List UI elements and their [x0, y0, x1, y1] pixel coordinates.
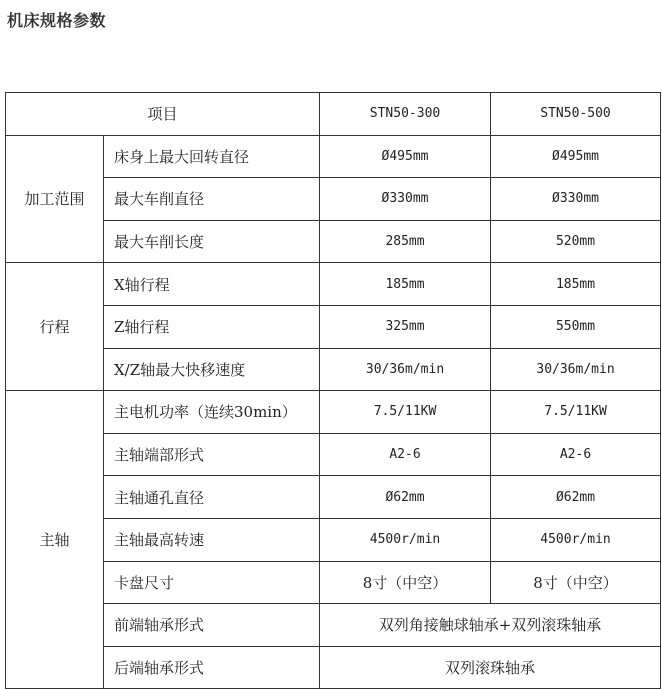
value-a: 8寸（中空）: [320, 561, 491, 604]
merged-value: 双列角接触球轴承+双列滚珠轴承: [320, 604, 661, 647]
value-b: Ø330mm: [491, 178, 661, 221]
category-cell: 加工范围: [6, 135, 104, 263]
value-a: Ø330mm: [320, 178, 491, 221]
table-row: [6, 476, 661, 519]
row-label: 床身上最大回转直径: [104, 135, 320, 178]
row-label: 主轴端部形式: [104, 433, 320, 476]
value-b: 4500r/min: [491, 518, 661, 561]
table-row: [6, 604, 661, 647]
value-a: 30/36m/min: [320, 348, 491, 391]
table-row: [6, 646, 661, 689]
table-header-row: [6, 93, 661, 136]
header-model-a: STN50-300: [320, 93, 491, 136]
header-model-b: STN50-500: [491, 93, 661, 136]
row-label: 主轴通孔直径: [104, 476, 320, 519]
value-a: 7.5/11KW: [320, 391, 491, 434]
table-row: [6, 348, 661, 391]
table-row: [6, 263, 661, 306]
row-label: X/Z轴最大快移速度: [104, 348, 320, 391]
category-cell: 行程: [6, 263, 104, 391]
row-label: 最大车削直径: [104, 178, 320, 221]
row-label: 后端轴承形式: [104, 646, 320, 689]
value-a: 325mm: [320, 305, 491, 348]
spec-table: [5, 92, 661, 689]
row-label: 最大车削长度: [104, 220, 320, 263]
table-row: [6, 391, 661, 434]
value-b: Ø62mm: [491, 476, 661, 519]
table-row: [6, 135, 661, 178]
value-b: 8寸（中空）: [491, 561, 661, 604]
value-a: A2-6: [320, 433, 491, 476]
table-row: [6, 561, 661, 604]
table-row: [6, 178, 661, 221]
row-label: Z轴行程: [104, 305, 320, 348]
value-a: 4500r/min: [320, 518, 491, 561]
value-a: 185mm: [320, 263, 491, 306]
category-cell: 主轴: [6, 391, 104, 689]
value-a: Ø62mm: [320, 476, 491, 519]
header-item: 项目: [6, 93, 320, 136]
value-b: 520mm: [491, 220, 661, 263]
row-label: 主轴最高转速: [104, 518, 320, 561]
row-label: 前端轴承形式: [104, 604, 320, 647]
table-row: [6, 305, 661, 348]
value-a: Ø495mm: [320, 135, 491, 178]
row-label: 主电机功率（连续30min）: [104, 391, 320, 434]
value-b: A2-6: [491, 433, 661, 476]
merged-value: 双列滚珠轴承: [320, 646, 661, 689]
row-label: X轴行程: [104, 263, 320, 306]
table-row: [6, 433, 661, 476]
value-a: 285mm: [320, 220, 491, 263]
value-b: Ø495mm: [491, 135, 661, 178]
value-b: 185mm: [491, 263, 661, 306]
value-b: 550mm: [491, 305, 661, 348]
row-label: 卡盘尺寸: [104, 561, 320, 604]
table-row: [6, 518, 661, 561]
page-title: 机床规格参数: [7, 11, 107, 30]
table-row: [6, 220, 661, 263]
value-b: 7.5/11KW: [491, 391, 661, 434]
value-b: 30/36m/min: [491, 348, 661, 391]
